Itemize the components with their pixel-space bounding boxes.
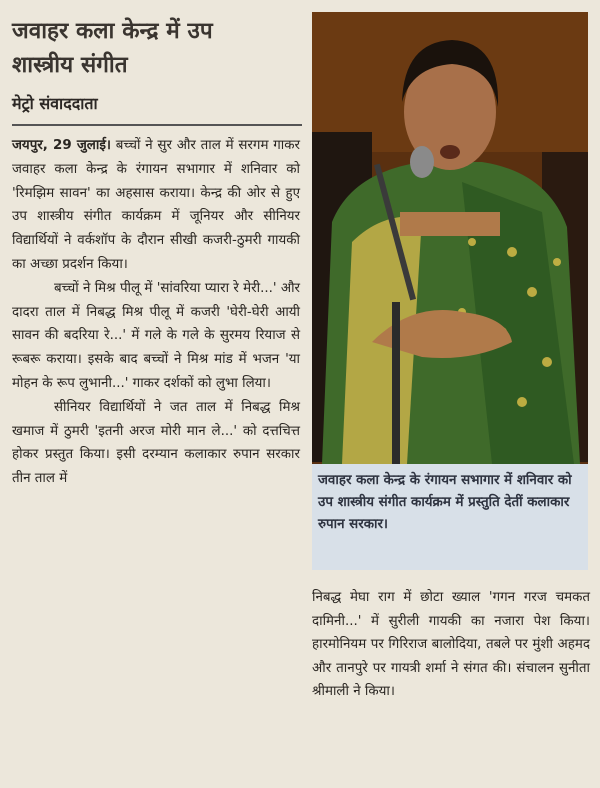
- photo-frame: [312, 12, 588, 464]
- headline-line-1: जवाहर कला केन्द्र में उप: [12, 18, 213, 44]
- performer-illustration: [312, 12, 588, 464]
- divider: [12, 124, 302, 126]
- mic-stand: [392, 302, 400, 464]
- article-continuation: [312, 586, 590, 704]
- photo-caption: जवाहर कला केन्द्र के रंगायन सभागार में शनिवार को उप शास्त्रीय संगीत कार्यक्रम में प्रस्तुति देतीं कलाकार रुपान सरकार।: [312, 464, 588, 570]
- mouth: [440, 145, 460, 159]
- neck: [400, 212, 500, 236]
- paragraph-4: निबद्ध मेघा राग में छोटा ख्याल 'गगन गरज चमकत दामिनी...' में सुरीली गायकी का नजारा पेश किया। हारमोनियम पर गिरिराज बालोदिया, तबले पर मुंशी अहमद और तानपुरे पर गायत्री शर्मा ने संगत की। संचालन सुनीता श्रीमाली ने किया।: [312, 590, 590, 700]
- paragraph-1: [12, 134, 300, 277]
- headline: [12, 14, 300, 82]
- article-column: [12, 14, 300, 491]
- paragraph-2: बच्चों ने मिश्र पीलू में 'सांवरिया प्यारा रे मेरी...' और दादरा ताल में निबद्ध मिश्र पीलू में कजरी 'घेरी-घेरी आयी सावन की बदरिया रे...' में गले के गले के सुरमय रियाज से रूबरू कराया। इसके बाद बच्चों ने मिश्र मांड में भजन 'या मोहन के रूप लुभानी...' गाकर दर्शकों को लुभा लिया।: [12, 280, 300, 391]
- microphone: [410, 146, 434, 178]
- byline: मेट्रो संवाददाता: [12, 94, 98, 113]
- paragraph-3: सीनियर विद्यार्थियों ने जत ताल में निबद्ध मिश्र खमाज में ठुमरी 'इतनी अरज मोरी मान ले...' को दत्तचित्त होकर प्रस्तुत किया। इसी दरम्यान कलाकार रुपान सरकार तीन ताल में: [12, 399, 300, 487]
- dateline: जयपुर, 29 जुलाई।: [12, 138, 111, 153]
- headline-line-2: शास्त्रीय संगीत: [12, 52, 128, 78]
- paragraph-1-text: बच्चों ने सुर और ताल में सरगम गाकर जवाहर कला केन्द्र के रंगायन सभागार में शनिवार को 'रिमझिम सावन' का अहसास कराया। केन्द्र की ओर से हुए उप शास्त्रीय संगीत कार्यक्रम में जूनियर और सीनियर विद्यार्थियों ने वर्कशॉप के दौरान सीखी कजरी-ठुमरी गायकी का अच्छा प्रदर्शन किया।: [12, 138, 300, 272]
- performer-photo: [312, 12, 588, 464]
